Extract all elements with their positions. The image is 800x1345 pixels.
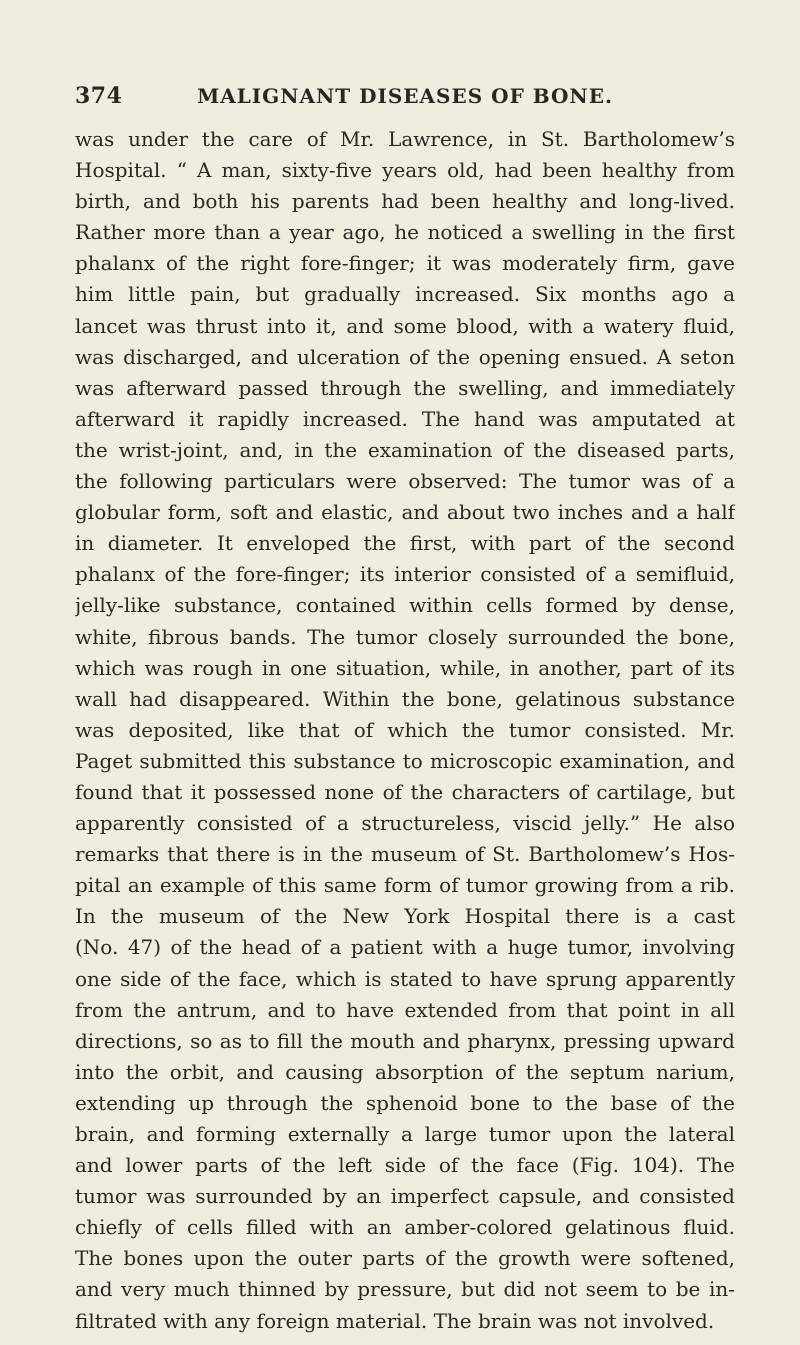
running-head <box>75 80 735 112</box>
text-line: directions, so as to fill the mouth and pharynx, pressing upward <box>75 1028 735 1053</box>
text-line: was under the care of Mr. Lawrence, in St. Bartholomew’s <box>75 127 735 151</box>
text-line: pital an example of this same form of tumor growing from a rib. <box>75 873 735 898</box>
text-line: globular form, soft and elastic, and about two inches and a half <box>75 500 735 525</box>
text-line: jelly-like substance, contained within cells formed by dense, <box>75 593 735 618</box>
text-line: from the antrum, and to have extended from that point in all <box>75 997 735 1022</box>
text-line: was discharged, and ulceration of the opening ensued. A seton <box>75 344 735 369</box>
text-line: one side of the face, which is stated to have sprung apparently <box>75 966 735 991</box>
text-line: was deposited, like that of which the tumor consisted. Mr. <box>75 717 735 742</box>
text-line: chiefly of cells filled with an amber-colored gelatinous fluid. <box>75 1215 735 1240</box>
text-line: phalanx of the fore-finger; its interior consisted of a semifluid, <box>75 562 735 587</box>
text-line: remarks that there is in the museum of St. Bartholomew’s Hos- <box>75 842 735 867</box>
text-line: him little pain, but gradually increased. Six months ago a <box>75 282 735 307</box>
text-line: phalanx of the right fore-finger; it was moderately firm, gave <box>75 251 735 276</box>
text-line: brain, and forming externally a large tumor upon the lateral <box>75 1122 735 1146</box>
page-number: 374 <box>75 83 123 109</box>
text-line: The bones upon the outer parts of the growth were softened, <box>75 1246 735 1271</box>
text-line: (No. 47) of the head of a patient with a huge tumor, involving <box>75 935 735 960</box>
text-line: and lower parts of the left side of the face (Fig. 104). The <box>75 1153 735 1178</box>
text-line: found that it possessed none of the characters of cartilage, but <box>75 779 735 804</box>
text-line: into the orbit, and causing absorption of the septum narium, <box>75 1059 735 1084</box>
text-line: filtrated with any foreign material. The brain was not involved. <box>75 1308 715 1333</box>
text-line: In the museum of the New York Hospital there is a cast <box>75 904 735 929</box>
text-line: apparently consisted of a structureless, viscid jelly.” He also <box>75 811 735 836</box>
text-line: birth, and both his parents had been healthy and long-lived. <box>75 189 735 214</box>
text-line: and very much thinned by pressure, but did not seem to be in- <box>75 1277 735 1302</box>
text-line: tumor was surrounded by an imperfect capsule, and consisted <box>75 1184 735 1209</box>
text-line: extending up through the sphenoid bone to the base of the <box>75 1090 735 1115</box>
text-line: Rather more than a year ago, he noticed a swelling in the first <box>75 220 735 245</box>
text-line: which was rough in one situation, while, in another, part of its <box>75 655 735 680</box>
text-line: lancet was thrust into it, and some blood, with a watery fluid, <box>75 313 735 338</box>
text-line: was afterward passed through the swelling, and immediately <box>75 375 735 400</box>
running-title: MALIGNANT DISEASES OF BONE. <box>197 84 613 108</box>
text-line: wall had disappeared. Within the bone, gelatinous substance <box>75 686 735 711</box>
body-text <box>75 124 735 1337</box>
text-line: Paget submitted this substance to microscopic examination, and <box>75 748 735 773</box>
text-line: Hospital. “ A man, sixty-five years old, had been healthy from <box>75 158 735 183</box>
text-line: afterward it rapidly increased. The hand was amputated at <box>75 406 735 431</box>
text-line: in diameter. It enveloped the first, with part of the second <box>75 531 735 556</box>
text-line: the wrist-joint, and, in the examination of the diseased parts, <box>75 437 735 462</box>
text-line: white, fibrous bands. The tumor closely surrounded the bone, <box>75 624 735 649</box>
text-line: the following particulars were observed: The tumor was of a <box>75 469 735 494</box>
